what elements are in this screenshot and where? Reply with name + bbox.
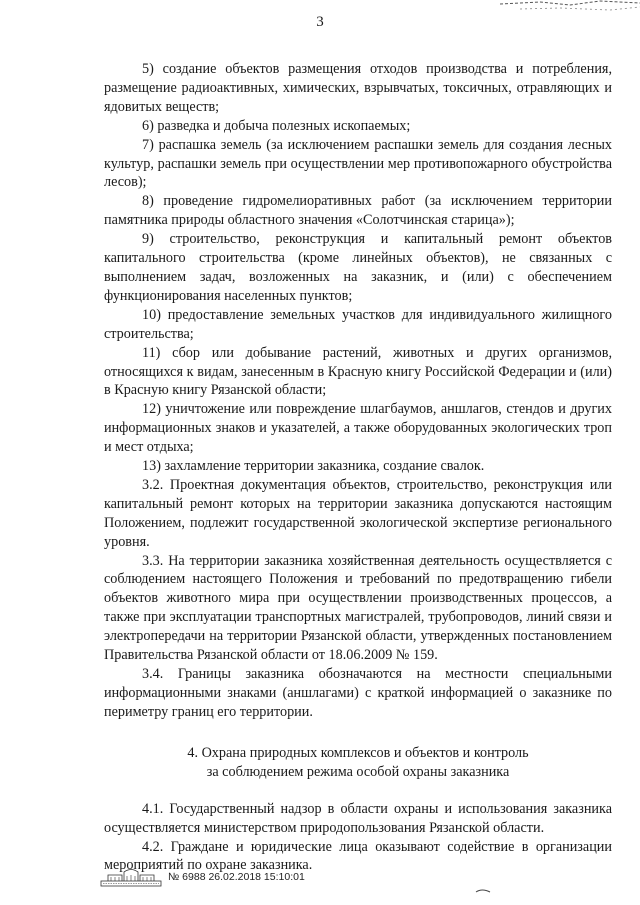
paragraph-3-2: 3.2. Проектная документация объектов, строительство, реконструкция или капитальный ремонт которых на территории заказника допускаются настоящим Положением, подлежит государственной экологической экспертизе регионального уровня. xyxy=(104,476,612,550)
section-4-title xyxy=(104,744,612,782)
building-emblem-icon xyxy=(100,867,162,887)
paragraph-3-4: 3.4. Границы заказника обозначаются на местности специальными информационными знаками (аншлагами) с краткой информацией о заказнике по периметру границ его территории. xyxy=(104,666,612,720)
paragraph-item-6: 6) разведка и добыча полезных ископаемых; xyxy=(142,117,411,134)
paragraph-item-10: 10) предоставление земельных участков для индивидуального жилищного строительства; xyxy=(104,306,612,342)
page-number: 3 xyxy=(316,14,324,30)
paragraph-3-3: 3.3. На территории заказника хозяйственная деятельность осуществляется с соблюдением настоящего Положения и требований по предотвращению гибели объектов животного мира при осуществлении производственных процессов, а также при эксплуатации транспортных магистралей, трубопроводов, линий связи и электропередачи на территории Рязанской области, утвержденных постановлением Правительства Рязанской области от 18.06.2009 № 159. xyxy=(104,552,612,664)
document-footer xyxy=(100,866,400,888)
scan-noise-top-right xyxy=(500,0,640,14)
paragraph-item-8: 8) проведение гидромелиоративных работ (за исключением территории памятника природы областного значения «Солотчинская старица»); xyxy=(104,193,612,229)
paragraph-item-13: 13) захламление территории заказника, создание свалок. xyxy=(142,458,485,475)
paragraph-item-5: 5) создание объектов размещения отходов производства и потребления, размещение радиоактивных, химических, взрывчатых, токсичных, отравляющих и ядовитых веществ; xyxy=(104,61,612,115)
scan-noise-bottom xyxy=(474,887,494,897)
paragraph-item-12: 12) уничтожение или повреждение шлагбаумов, аншлагов, стендов и других информационных знаков и указателей, а также оборудованных экологических троп и мест отдыха; xyxy=(104,401,612,456)
registration-stamp: № 6988 26.02.2018 15:10:01 xyxy=(168,871,305,883)
paragraph-4-2: 4.2. Граждане и юридические лица оказывают содействие в организации мероприятий по охране заказника. xyxy=(104,838,612,874)
paragraph-4-1: 4.1. Государственный надзор в области охраны и использования заказника осуществляется министерством природопользования Рязанской области. xyxy=(104,800,612,836)
paragraph-item-9: 9) строительство, реконструкция и капитальный ремонт объектов капитального строительства (кроме линейных объектов), не связанных с выполнением задач, возложенных на заказник, и (или) с обеспечением функционирования населенных пунктов; xyxy=(104,231,612,304)
section-title-line-1: 4. Охрана природных комплексов и объектов и контроль xyxy=(187,744,529,761)
section-title-line-2: за соблюдением режима особой охраны заказника xyxy=(206,763,510,780)
paragraph-item-11: 11) сбор или добывание растений, животных и других организмов, относящихся к видам, занесенным в Красную книгу Российской Федерации и (или) в Красную книгу Рязанской области; xyxy=(104,344,612,399)
document-body xyxy=(104,60,612,875)
paragraph-item-7: 7) распашка земель (за исключением распашки земель для создания лесных культур, распашки земель при осуществлении мер противопожарного обустройства лесов); xyxy=(104,136,612,191)
